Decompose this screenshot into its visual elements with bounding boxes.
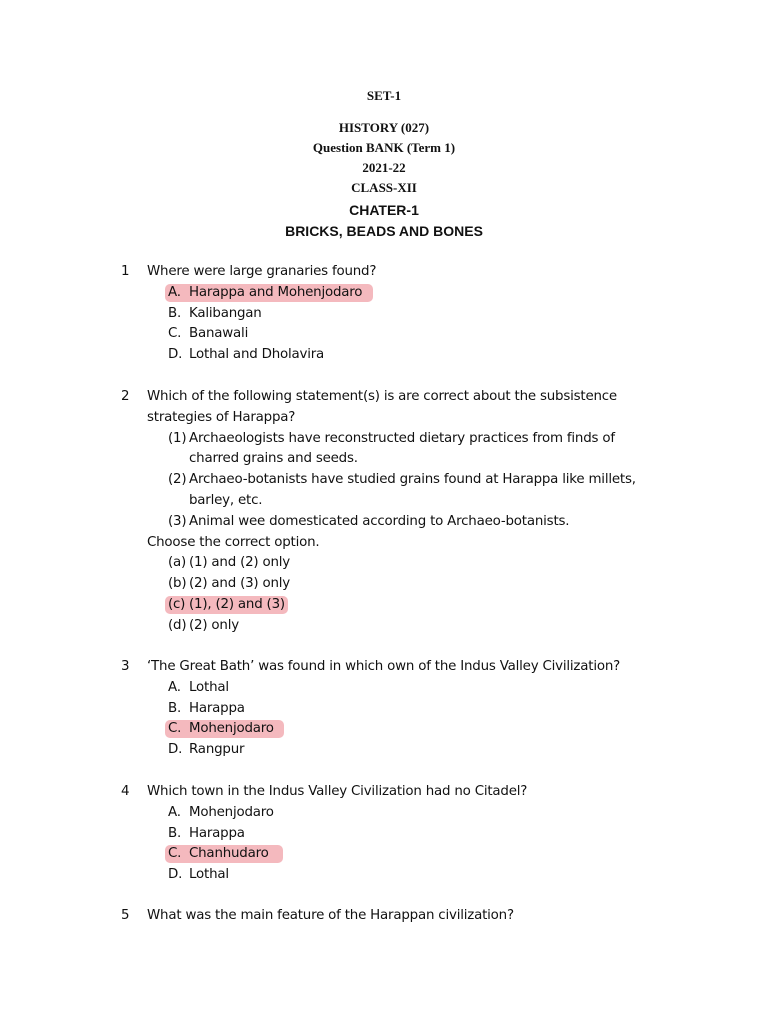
question-text: Where were large granaries found? [147,264,377,279]
statement-text [189,470,636,512]
option-text: (1), (2) and (3) [189,596,285,612]
statement-3 [147,512,667,533]
statement-number: (3) [168,513,187,529]
question-body [147,262,667,366]
option-letter: C. [168,846,182,862]
question-body [147,782,667,886]
option-letter: A. [168,679,181,695]
question-text: Which of the following statement(s) is are correct about the subsistence [147,389,617,404]
option-a [147,678,667,699]
statement-line: Archaeo-botanists have studied grains found at Harappa like millets, [189,472,636,488]
option-text: Lothal [189,867,229,883]
option-text: Harappa [189,700,245,716]
option-text: Kalibangan [189,305,262,321]
option-text: (1) and (2) only [189,555,291,571]
question-text: ‘The Great Bath’ was found in which own of the Indus Valley Civilization? [147,659,621,674]
option-b [147,304,667,325]
option-b [147,699,667,720]
option-text: (2) only [189,617,239,633]
statement-number: (1) [168,430,187,446]
option-text: Harappa and Mohenjodaro [189,284,363,300]
chapter-heading [0,200,768,242]
question-number: 4 [121,784,130,799]
option-text: Mohenjodaro [189,721,274,737]
option-letter: (a) [168,555,187,571]
chapter-title: BRICKS, BEADS AND BONES [285,223,483,239]
option-letter: B. [168,825,182,841]
question-number: 3 [121,659,130,674]
question-text: strategies of Harappa? [147,409,296,425]
question-bank-label: Question BANK (Term 1) [312,140,456,155]
option-letter: C. [168,721,182,737]
option-letter: D. [168,347,183,363]
statement-number: (2) [168,472,187,488]
class-label: CLASS-XII [351,180,417,195]
option-text: Lothal and Dholavira [189,347,325,363]
statement-line: Animal wee domesticated according to Archaeo-botanists. [189,513,570,529]
question-body [147,906,667,927]
option-b [147,824,667,845]
statement-2 [147,470,667,512]
option-letter: B. [168,700,182,716]
option-text: (2) and (3) only [189,576,291,592]
statement-text [189,429,615,471]
option-letter: D. [168,742,183,758]
academic-year: 2021-22 [362,160,406,175]
option-text: Chanhudaro [189,846,269,862]
option-a [147,803,667,824]
statement-line: Archaeologists have reconstructed dietary practices from finds of [189,430,615,446]
statement-text [189,512,569,533]
set-label: SET-1 [366,88,402,103]
question-number: 1 [121,264,130,279]
option-c [147,844,667,865]
option-text: Rangpur [189,742,245,758]
option-a [147,283,667,304]
option-letter: (b) [168,576,187,592]
option-text: Harappa [189,825,245,841]
option-d [147,865,667,886]
question-body [147,657,667,761]
subject-title: HISTORY (027) [338,120,430,135]
choose-prompt: Choose the correct option. [147,534,320,550]
option-text: Banawali [189,326,249,342]
option-text: Lothal [189,679,229,695]
option-d [147,740,667,761]
option-letter: (c) [168,596,186,612]
chapter-number: CHATER-1 [349,202,419,218]
question-text: What was the main feature of the Harappan civilization? [147,908,514,923]
question-body [147,387,667,637]
subject-header [0,118,768,198]
option-d [147,616,667,637]
option-text: Mohenjodaro [189,804,274,820]
option-c [147,324,667,345]
option-letter: C. [168,326,182,342]
option-letter: A. [168,284,181,300]
option-c [147,595,667,616]
option-c [147,719,667,740]
option-b [147,574,667,595]
question-number: 2 [121,389,130,404]
question-text: Which town in the Indus Valley Civilization had no Citadel? [147,784,528,799]
option-letter: B. [168,305,182,321]
statement-line: charred grains and seeds. [189,451,358,467]
option-a [147,553,667,574]
option-d [147,345,667,366]
statement-line: barley, etc. [189,492,263,508]
statement-1 [147,429,667,471]
option-letter: D. [168,867,183,883]
option-letter: (d) [168,617,187,633]
option-letter: A. [168,804,181,820]
question-number: 5 [121,908,130,923]
